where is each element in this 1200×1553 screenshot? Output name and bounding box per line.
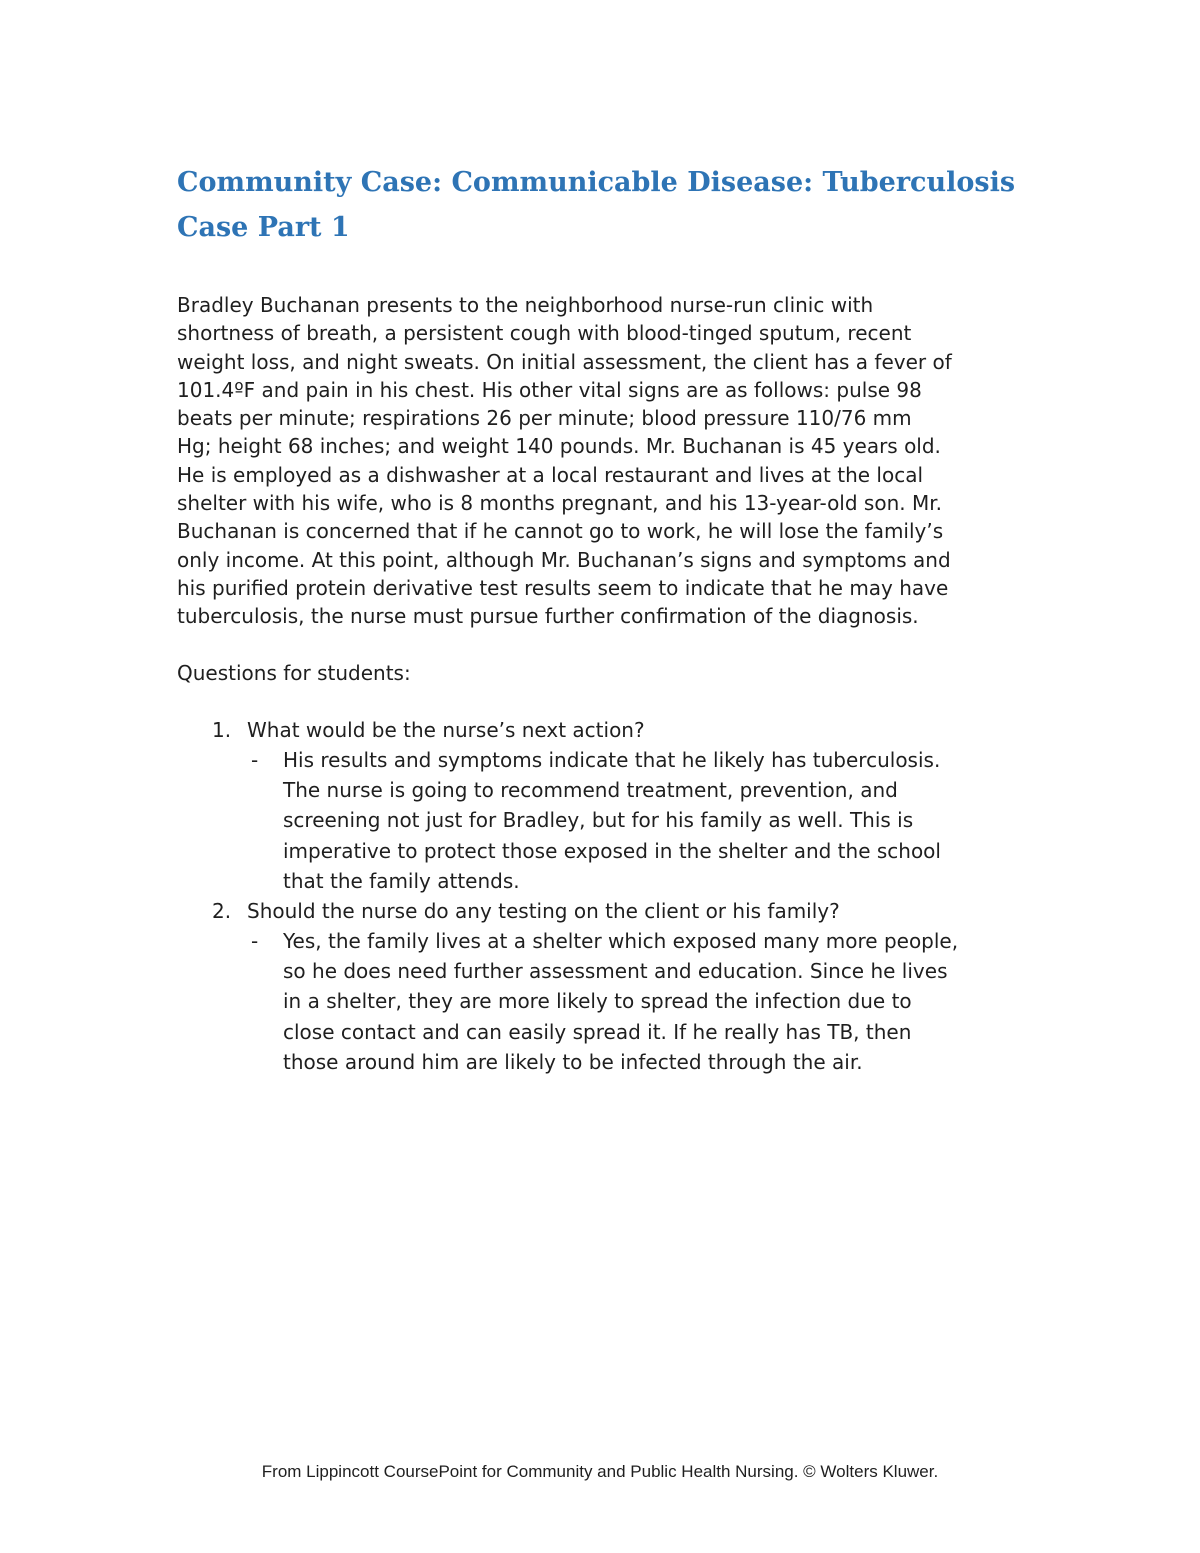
answer-block <box>177 926 1077 1077</box>
question-number: 1. <box>212 718 232 742</box>
answer-block <box>177 745 1077 896</box>
paragraph-line: Hg; height 68 inches; and weight 140 pounds. Mr. Buchanan is 45 years old. <box>177 434 941 459</box>
paragraph-line: beats per minute; respirations 26 per minute; blood pressure 110/76 mm <box>177 406 912 431</box>
answer-line: those around him are likely to be infected through the air. <box>283 1049 863 1074</box>
paragraph-line: weight loss, and night sweats. On initial assessment, the client has a fever of <box>177 349 952 374</box>
dash-bullet: - <box>251 928 259 953</box>
answer-line: Yes, the family lives at a shelter which exposed many more people, <box>283 928 959 953</box>
question-item <box>177 896 1077 1077</box>
page-footer: From Lippincott CoursePoint for Community and Public Health Nursing. © Wolters Kluwer. <box>261 1462 939 1481</box>
paragraph-line: only income. At this point, although Mr. Buchanan’s signs and symptoms and <box>177 547 951 572</box>
questions-heading: Questions for students: <box>177 661 411 685</box>
paragraph-line: shelter with his wife, who is 8 months pregnant, and his 13-year-old son. Mr. <box>177 491 942 516</box>
answer-line: that the family attends. <box>283 868 520 893</box>
question-item <box>177 715 1077 896</box>
answer-line: in a shelter, they are more likely to spread the infection due to <box>283 989 912 1014</box>
answer-line: imperative to protect those exposed in the shelter and the school <box>283 838 941 863</box>
paragraph-line: Bradley Buchanan presents to the neighborhood nurse-run clinic with <box>177 293 874 317</box>
document-title <box>177 160 1057 250</box>
paragraph-line: shortness of breath, a persistent cough with blood-tinged sputum, recent <box>177 321 912 346</box>
paragraph-line: He is employed as a dishwasher at a local restaurant and lives at the local <box>177 462 924 487</box>
answer-line: so he does need further assessment and education. Since he lives <box>283 959 948 984</box>
question-text: Should the nurse do any testing on the client or his family? <box>247 898 840 923</box>
case-description <box>177 291 1057 631</box>
answer-line: screening not just for Bradley, but for his family as well. This is <box>283 808 914 833</box>
question-text: What would be the nurse’s next action? <box>247 718 645 742</box>
paragraph-line: 101.4ºF and pain in his chest. His other vital signs are as follows: pulse 98 <box>177 377 922 402</box>
dash-bullet: - <box>251 748 259 772</box>
questions-list <box>177 715 1077 1077</box>
question-number: 2. <box>212 898 232 923</box>
title-line: Community Case: Communicable Disease: Tuberculosis <box>177 167 1016 198</box>
answer-line: His results and symptoms indicate that he likely has tuberculosis. <box>283 748 941 772</box>
paragraph-line: tuberculosis, the nurse must pursue further confirmation of the diagnosis. <box>177 604 919 629</box>
paragraph-line: his purified protein derivative test results seem to indicate that he may have <box>177 575 949 600</box>
answer-line: close contact and can easily spread it. If he really has TB, then <box>283 1019 912 1044</box>
title-line: Case Part 1 <box>177 212 350 243</box>
answer-line: The nurse is going to recommend treatment, prevention, and <box>283 778 898 803</box>
paragraph-line: Buchanan is concerned that if he cannot go to work, he will lose the family’s <box>177 519 944 544</box>
